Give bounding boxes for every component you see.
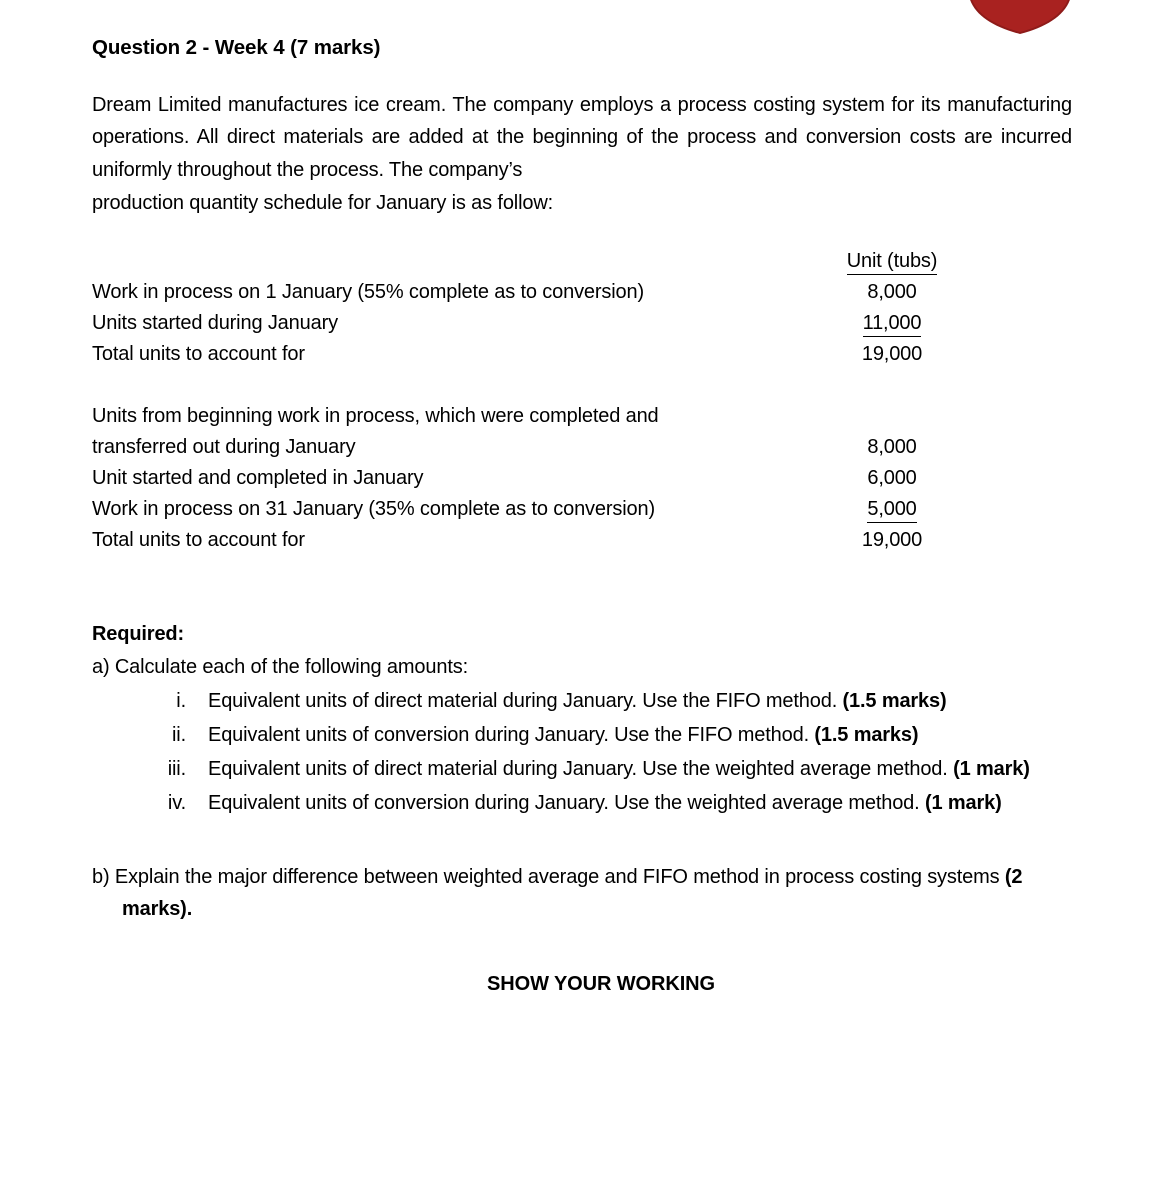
row-label: transferred out during January [92, 435, 356, 458]
row-label: Total units to account for [92, 343, 305, 366]
table-intro-row [92, 401, 1072, 432]
list-item-text: Equivalent units of direct material during January. Use the weighted average method. (1 mark) [208, 758, 1030, 781]
production-schedule-table-one [92, 246, 1072, 371]
part-b-instruction [92, 861, 1067, 925]
list-item-numeral: iv. [167, 792, 186, 815]
row-value: 11,000 [827, 308, 957, 339]
table-row [92, 308, 1072, 339]
table-header-row [92, 246, 1072, 277]
row-value: 6,000 [867, 466, 917, 489]
part-a-instruction: a) Calculate each of the following amounts: [92, 656, 468, 679]
list-item [92, 685, 1072, 717]
production-schedule-table-two [92, 401, 1072, 557]
part-b-marks: (2 marks). [122, 866, 1023, 921]
part-a-item-list [92, 685, 1072, 819]
list-item [92, 787, 1072, 819]
list-item-numeral: iii. [167, 758, 186, 781]
list-item-numeral: ii. [172, 724, 186, 747]
table-row [92, 494, 1072, 525]
list-item-text: Equivalent units of conversion during January. Use the weighted average method. (1 mark) [208, 792, 1002, 815]
list-item-marks: (1.5 marks) [842, 690, 947, 713]
row-value: 8,000 [867, 280, 917, 303]
list-item-marks: (1 mark) [953, 758, 1030, 781]
part-b-text: b) Explain the major difference between weighted average and FIFO method in process costing systems [92, 866, 1005, 889]
row-value: 19,000 [861, 343, 923, 366]
row-label: Unit started and completed in January [92, 466, 424, 489]
header-spacer [92, 246, 827, 277]
list-item-marks: (1.5 marks) [814, 724, 919, 747]
intro-last-line: production quantity schedule for January is as follow: [92, 191, 554, 214]
page-title: Question 2 - Week 4 (7 marks) [92, 36, 381, 59]
list-item-marks: (1 mark) [924, 792, 1002, 815]
row-label: Units started during January [92, 312, 338, 335]
required-heading: Required: [92, 623, 184, 646]
document-page [92, 0, 1072, 996]
column-header-units: Unit (tubs) [827, 246, 957, 277]
show-your-working-note: SHOW YOUR WORKING [487, 973, 715, 996]
table-total-row [92, 525, 1072, 556]
list-item-text: Equivalent units of direct material during January. Use the FIFO method. (1.5 marks) [208, 690, 947, 713]
row-value: 8,000 [867, 435, 917, 458]
row-label: Total units to account for [92, 529, 305, 552]
table-row [92, 277, 1072, 308]
table-row [92, 463, 1072, 494]
row-label: Units from beginning work in process, which were completed and [92, 404, 659, 427]
list-item [92, 719, 1072, 751]
list-item [92, 753, 1072, 785]
table-total-row [92, 339, 1072, 370]
row-value: 19,000 [861, 529, 923, 552]
row-value: 5,000 [827, 494, 957, 525]
row-label: Work in process on 31 January (35% complete as to conversion) [92, 498, 655, 521]
intro-paragraph [92, 89, 1072, 220]
row-label: Work in process on 1 January (55% complete as to conversion) [92, 280, 645, 303]
table-row [92, 432, 1072, 463]
intro-text: Dream Limited manufactures ice cream. The company employs a process costing system for its manufacturing operations. All direct materials are added at the beginning of the process and conversion costs are incurred uniformly throughout the process. The company’s [92, 93, 1072, 182]
list-item-numeral: i. [176, 690, 186, 713]
required-section [92, 618, 1072, 925]
list-item-text: Equivalent units of conversion during January. Use the FIFO method. (1.5 marks) [208, 724, 919, 747]
